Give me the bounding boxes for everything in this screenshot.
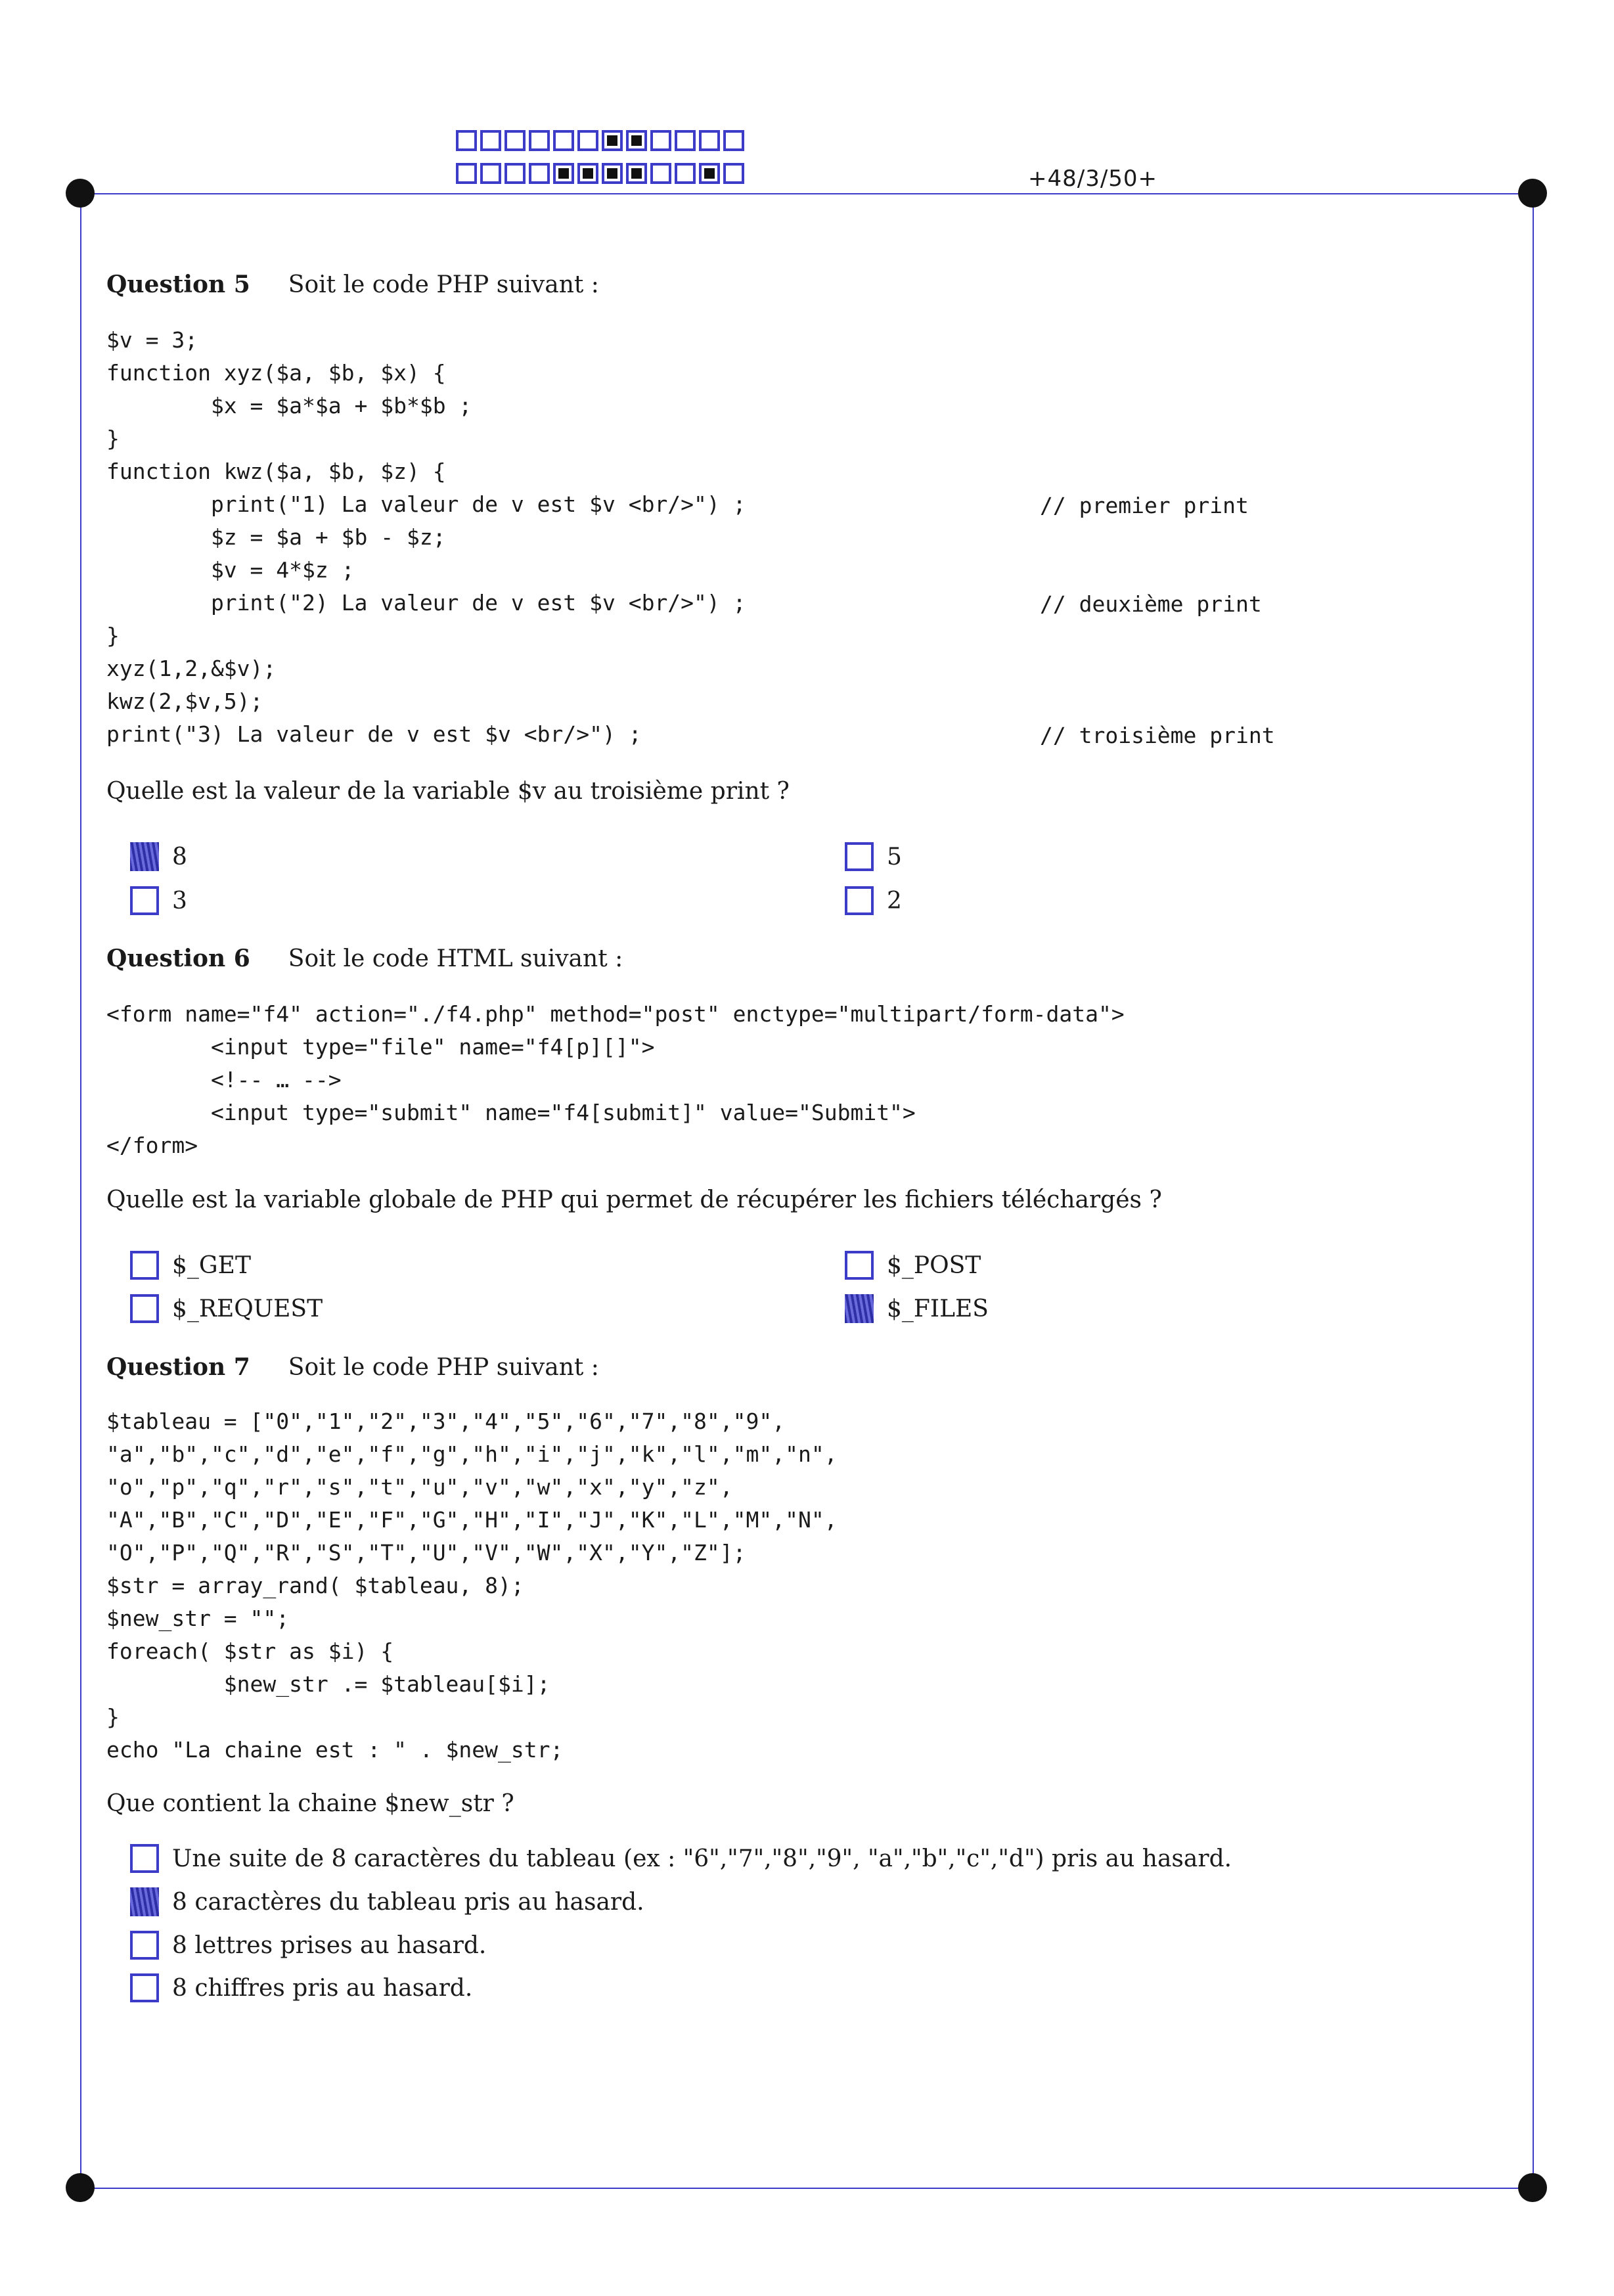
checkbox[interactable] xyxy=(130,1251,159,1280)
comment-deuxieme-print: // deuxième print xyxy=(1040,591,1262,617)
question-6-prompt: Quelle est la variable globale de PHP qui permet de récupérer les fichiers téléchargés ? xyxy=(106,1186,1162,1213)
question-7-prompt: Que contient la chaine $new_str ? xyxy=(106,1790,514,1817)
checkbox[interactable] xyxy=(130,1973,159,2002)
q7-option-suite[interactable] xyxy=(130,1844,1232,1873)
checkbox[interactable] xyxy=(130,1931,159,1960)
comment-premier-print: // premier print xyxy=(1040,493,1249,518)
frame-left-line xyxy=(80,193,81,2189)
binary-code-row-1 xyxy=(456,130,748,151)
q6-option-files[interactable] xyxy=(845,1294,989,1323)
frame-top-line xyxy=(80,193,1534,194)
code-cell xyxy=(699,163,720,184)
option-label: 3 xyxy=(172,887,187,914)
frame-right-line xyxy=(1533,193,1534,2189)
code-cell xyxy=(675,163,696,184)
question-7-label: Question 7 xyxy=(106,1353,250,1381)
option-label: 8 caractères du tableau pris au hasard. xyxy=(172,1888,644,1916)
code-cell xyxy=(626,163,647,184)
checkbox[interactable] xyxy=(130,842,159,871)
checkbox[interactable] xyxy=(130,1294,159,1323)
question-5-intro: Soit le code PHP suivant : xyxy=(288,271,599,298)
page-id: +48/3/50+ xyxy=(1028,166,1158,192)
option-label: $_GET xyxy=(172,1251,251,1279)
option-label: Une suite de 8 caractères du tableau (ex : "6","7","8","9", "a","b","c","d") pris au hasard. xyxy=(172,1845,1232,1872)
q6-option-get[interactable] xyxy=(130,1251,251,1280)
question-7-intro: Soit le code PHP suivant : xyxy=(288,1354,599,1381)
checkbox[interactable] xyxy=(130,1844,159,1873)
question-5-prompt: Quelle est la valeur de la variable $v au troisième print ? xyxy=(106,778,790,805)
code-cell xyxy=(675,130,696,151)
checkbox[interactable] xyxy=(130,1887,159,1916)
code-cell xyxy=(650,130,671,151)
option-label: 8 chiffres pris au hasard. xyxy=(172,1974,473,2002)
option-label: 8 xyxy=(172,843,187,870)
code-cell xyxy=(650,163,671,184)
code-cell xyxy=(602,163,623,184)
code-cell xyxy=(456,163,477,184)
option-label: $_FILES xyxy=(887,1295,989,1322)
question-6-heading xyxy=(106,945,623,972)
checkbox[interactable] xyxy=(845,842,874,871)
question-5-heading xyxy=(106,271,599,298)
question-5-label: Question 5 xyxy=(106,271,250,298)
q5-option-5[interactable] xyxy=(845,842,902,871)
question-5-code: $v = 3; function xyz($a, $b, $x) { $x = $a*$a + $b*$b ; } function kwz($a, $b, $z) { print("1) La valeur de v est $v <br/>") ; $z = $a + $b - $z; $v = 4*$z ; print("2) La valeur de v est $v <br/>") ; } xyz(1,2,&$v); kwz(2,$v,5); print("3) La valeur de v est $v <br/>") ; xyxy=(106,327,746,747)
option-label: 5 xyxy=(887,843,902,870)
code-cell xyxy=(626,130,647,151)
q7-option-lettres[interactable] xyxy=(130,1931,486,1960)
corner-mark-bottom-left xyxy=(66,2173,95,2202)
code-cell xyxy=(480,163,501,184)
corner-mark-top-left xyxy=(66,179,95,208)
frame-bottom-line xyxy=(80,2188,1534,2189)
question-6-intro: Soit le code HTML suivant : xyxy=(288,945,623,972)
checkbox[interactable] xyxy=(845,1251,874,1280)
code-cell xyxy=(723,130,744,151)
question-6-label: Question 6 xyxy=(106,945,250,972)
question-7-code: $tableau = ["0","1","2","3","4","5","6","7","8","9", "a","b","c","d","e","f","g","h","i","j","k","l","m","n", "o","p","q","r","s","t","u","v","w","x","y","z", "A","B","C","D","E","F","G","H","I","J","K","L","M","N", "O","P","Q","R","S","T","U","V","W","X","Y","Z"]; $str = array_rand( $tableau, 8); $new_str = ""; foreach( $str as $i) { $new_str .= $tableau[$i]; } echo "La chaine est : " . $new_str; xyxy=(106,1408,838,1763)
q5-option-3[interactable] xyxy=(130,886,187,915)
code-cell xyxy=(577,130,598,151)
corner-mark-bottom-right xyxy=(1518,2173,1547,2202)
code-cell xyxy=(602,130,623,151)
question-6-code: <form name="f4" action="./f4.php" method="post" enctype="multipart/form-data"> <input type="file" name="f4[p][]"> <!-- … --> <input type="submit" name="f4[submit]" value="Submit"> </form> xyxy=(106,1001,1125,1158)
code-cell xyxy=(529,163,550,184)
code-cell xyxy=(553,130,574,151)
code-cell xyxy=(577,163,598,184)
q7-option-caracteres[interactable] xyxy=(130,1887,644,1916)
option-label: $_POST xyxy=(887,1251,981,1279)
code-cell xyxy=(553,163,574,184)
checkbox[interactable] xyxy=(130,886,159,915)
option-label: 8 lettres prises au hasard. xyxy=(172,1931,487,1959)
code-cell xyxy=(504,130,526,151)
q7-option-chiffres[interactable] xyxy=(130,1973,472,2002)
checkbox[interactable] xyxy=(845,886,874,915)
code-cell xyxy=(529,130,550,151)
binary-code-row-2 xyxy=(456,163,748,184)
code-cell xyxy=(456,130,477,151)
q6-option-request[interactable] xyxy=(130,1294,323,1323)
code-cell xyxy=(723,163,744,184)
q5-option-2[interactable] xyxy=(845,886,902,915)
option-label: 2 xyxy=(887,887,902,914)
checkbox[interactable] xyxy=(845,1294,874,1323)
corner-mark-top-right xyxy=(1518,179,1547,208)
code-cell xyxy=(504,163,526,184)
q5-option-8[interactable] xyxy=(130,842,187,871)
question-7-heading xyxy=(106,1353,599,1381)
option-label: $_REQUEST xyxy=(172,1295,323,1322)
code-cell xyxy=(699,130,720,151)
q6-option-post[interactable] xyxy=(845,1251,981,1280)
code-cell xyxy=(480,130,501,151)
comment-troisieme-print: // troisième print xyxy=(1040,723,1275,748)
